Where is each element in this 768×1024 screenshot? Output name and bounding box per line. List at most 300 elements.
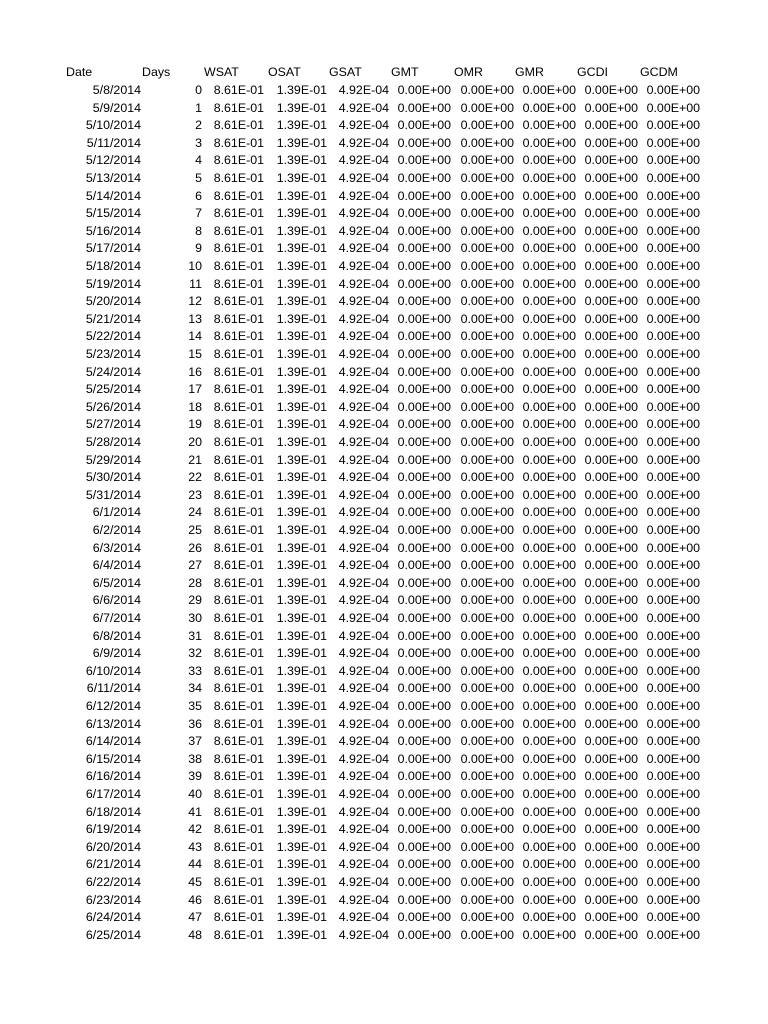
- cell-gcdm: 0.00E+00: [646, 135, 700, 150]
- cell-gcdi: 0.00E+00: [584, 188, 638, 203]
- cell-osat: 1.39E-01: [276, 558, 327, 573]
- cell-days: 38: [188, 751, 202, 766]
- cell-gmt: 0.00E+00: [397, 83, 451, 97]
- cell-gmt: 0.00E+00: [397, 452, 451, 467]
- cell-date: 6/23/2014: [85, 892, 141, 907]
- cell-days: 21: [188, 452, 202, 467]
- cell-gmt: 0.00E+00: [397, 259, 451, 273]
- cell-gsat: 4.92E-04: [338, 382, 389, 397]
- cell-wsat: 8.61E-01: [213, 751, 264, 766]
- cell-gmr: 0.00E+00: [522, 399, 576, 414]
- cell-wsat: 8.61E-01: [213, 100, 264, 115]
- cell-gmr: 0.00E+00: [522, 241, 576, 256]
- cell-gmt: 0.00E+00: [397, 347, 451, 361]
- cell-gcdm: 0.00E+00: [646, 452, 700, 467]
- cell-omr: 0.00E+00: [460, 751, 514, 766]
- cell-wsat: 8.61E-01: [213, 452, 264, 467]
- cell-gsat: 4.92E-04: [338, 188, 389, 203]
- cell-date: 6/8/2014: [92, 628, 141, 643]
- cell-gmr: 0.00E+00: [522, 787, 576, 801]
- cell-gmr: 0.00E+00: [522, 135, 576, 150]
- cell-omr: 0.00E+00: [460, 171, 514, 185]
- cell-date: 5/25/2014: [85, 382, 141, 397]
- cell-osat: 1.39E-01: [276, 663, 327, 678]
- cell-gcdm: 0.00E+00: [646, 188, 700, 203]
- cell-gmt: 0.00E+00: [397, 787, 451, 801]
- cell-date: 6/12/2014: [85, 699, 141, 713]
- cell-gmt: 0.00E+00: [397, 505, 451, 520]
- cell-omr: 0.00E+00: [460, 435, 514, 449]
- cell-date: 5/16/2014: [85, 223, 141, 238]
- cell-gmt: 0.00E+00: [397, 135, 451, 150]
- cell-osat: 1.39E-01: [276, 927, 327, 942]
- cell-gcdi: 0.00E+00: [584, 699, 638, 713]
- cell-gsat: 4.92E-04: [338, 347, 389, 361]
- cell-gcdi: 0.00E+00: [584, 452, 638, 467]
- cell-gmr: 0.00E+00: [522, 575, 576, 590]
- cell-gcdi: 0.00E+00: [584, 611, 638, 625]
- cell-gcdm: 0.00E+00: [646, 171, 700, 185]
- cell-days: 16: [188, 364, 202, 379]
- cell-gmr: 0.00E+00: [522, 663, 576, 678]
- cell-gmt: 0.00E+00: [397, 470, 451, 485]
- cell-wsat: 8.61E-01: [213, 575, 264, 590]
- cell-gcdi: 0.00E+00: [584, 875, 638, 889]
- cell-gcdi: 0.00E+00: [584, 646, 638, 661]
- cell-omr: 0.00E+00: [460, 663, 514, 678]
- cell-gmr: 0.00E+00: [522, 875, 576, 889]
- cell-days: 2: [195, 118, 202, 133]
- cell-gcdi: 0.00E+00: [584, 681, 638, 696]
- header-date: Date: [66, 65, 93, 79]
- cell-wsat: 8.61E-01: [213, 329, 264, 344]
- cell-osat: 1.39E-01: [276, 206, 327, 221]
- cell-omr: 0.00E+00: [460, 734, 514, 749]
- cell-gcdi: 0.00E+00: [584, 206, 638, 221]
- cell-omr: 0.00E+00: [460, 575, 514, 590]
- cell-gcdi: 0.00E+00: [584, 241, 638, 256]
- cell-gmr: 0.00E+00: [522, 699, 576, 713]
- cell-days: 29: [188, 593, 202, 608]
- cell-gcdi: 0.00E+00: [584, 399, 638, 414]
- cell-gsat: 4.92E-04: [338, 523, 389, 537]
- cell-gmr: 0.00E+00: [522, 822, 576, 837]
- cell-days: 4: [195, 153, 202, 168]
- cell-gmr: 0.00E+00: [522, 628, 576, 643]
- cell-gsat: 4.92E-04: [338, 294, 389, 309]
- cell-osat: 1.39E-01: [276, 787, 327, 801]
- cell-gmt: 0.00E+00: [397, 769, 451, 784]
- cell-gmt: 0.00E+00: [397, 329, 451, 344]
- cell-gcdm: 0.00E+00: [646, 857, 700, 872]
- cell-days: 3: [195, 135, 202, 150]
- cell-gcdm: 0.00E+00: [646, 470, 700, 485]
- cell-gsat: 4.92E-04: [338, 417, 389, 432]
- cell-days: 1: [195, 100, 202, 115]
- cell-gmt: 0.00E+00: [397, 927, 451, 942]
- cell-gcdm: 0.00E+00: [646, 153, 700, 168]
- cell-gcdm: 0.00E+00: [646, 646, 700, 661]
- cell-gmt: 0.00E+00: [397, 399, 451, 414]
- cell-days: 34: [188, 681, 202, 696]
- cell-osat: 1.39E-01: [276, 734, 327, 749]
- cell-days: 27: [188, 558, 202, 573]
- cell-date: 6/15/2014: [85, 751, 141, 766]
- cell-gcdm: 0.00E+00: [646, 751, 700, 766]
- cell-gmr: 0.00E+00: [522, 329, 576, 344]
- cell-gmt: 0.00E+00: [397, 558, 451, 573]
- cell-gsat: 4.92E-04: [338, 927, 389, 942]
- cell-gcdi: 0.00E+00: [584, 751, 638, 766]
- cell-gsat: 4.92E-04: [338, 206, 389, 221]
- cell-gsat: 4.92E-04: [338, 716, 389, 731]
- cell-osat: 1.39E-01: [276, 611, 327, 625]
- cell-omr: 0.00E+00: [460, 646, 514, 661]
- cell-days: 11: [189, 276, 202, 291]
- header-omr: OMR: [454, 65, 483, 79]
- cell-wsat: 8.61E-01: [213, 787, 264, 801]
- cell-omr: 0.00E+00: [460, 399, 514, 414]
- cell-gmt: 0.00E+00: [397, 364, 451, 379]
- cell-gcdm: 0.00E+00: [646, 681, 700, 696]
- cell-date: 5/18/2014: [85, 259, 141, 273]
- cell-wsat: 8.61E-01: [213, 804, 264, 819]
- cell-days: 37: [188, 734, 202, 749]
- cell-omr: 0.00E+00: [460, 839, 514, 854]
- cell-gsat: 4.92E-04: [338, 646, 389, 661]
- cell-gcdm: 0.00E+00: [646, 399, 700, 414]
- cell-days: 0: [195, 83, 202, 97]
- cell-gmt: 0.00E+00: [397, 804, 451, 819]
- cell-gcdi: 0.00E+00: [584, 276, 638, 291]
- cell-gcdi: 0.00E+00: [584, 716, 638, 731]
- cell-gmr: 0.00E+00: [522, 593, 576, 608]
- cell-wsat: 8.61E-01: [213, 646, 264, 661]
- cell-wsat: 8.61E-01: [213, 135, 264, 150]
- cell-date: 5/15/2014: [85, 206, 141, 221]
- cell-gmr: 0.00E+00: [522, 611, 576, 625]
- cell-gcdm: 0.00E+00: [646, 540, 700, 555]
- header-osat: OSAT: [268, 65, 301, 79]
- cell-gcdm: 0.00E+00: [646, 294, 700, 309]
- cell-date: 5/11/2014: [86, 135, 141, 150]
- cell-gmt: 0.00E+00: [397, 910, 451, 925]
- cell-gmr: 0.00E+00: [522, 364, 576, 379]
- cell-osat: 1.39E-01: [276, 135, 327, 150]
- cell-gmt: 0.00E+00: [397, 435, 451, 449]
- cell-gcdi: 0.00E+00: [584, 804, 638, 819]
- cell-omr: 0.00E+00: [460, 223, 514, 238]
- cell-wsat: 8.61E-01: [213, 822, 264, 837]
- cell-omr: 0.00E+00: [460, 470, 514, 485]
- cell-gsat: 4.92E-04: [338, 611, 389, 625]
- cell-gmr: 0.00E+00: [522, 927, 576, 942]
- cell-gsat: 4.92E-04: [338, 540, 389, 555]
- cell-gcdm: 0.00E+00: [646, 523, 700, 537]
- cell-days: 28: [188, 575, 202, 590]
- cell-gcdm: 0.00E+00: [646, 804, 700, 819]
- cell-wsat: 8.61E-01: [213, 171, 264, 185]
- cell-omr: 0.00E+00: [460, 892, 514, 907]
- cell-date: 6/4/2014: [92, 558, 141, 573]
- cell-gsat: 4.92E-04: [338, 787, 389, 801]
- cell-gcdi: 0.00E+00: [584, 435, 638, 449]
- cell-gmr: 0.00E+00: [522, 857, 576, 872]
- cell-date: 5/30/2014: [85, 470, 141, 485]
- cell-date: 6/17/2014: [85, 787, 141, 801]
- cell-date: 5/19/2014: [85, 276, 141, 291]
- cell-gsat: 4.92E-04: [338, 822, 389, 837]
- cell-gcdi: 0.00E+00: [584, 364, 638, 379]
- cell-gmt: 0.00E+00: [397, 523, 451, 537]
- cell-gmt: 0.00E+00: [397, 663, 451, 678]
- cell-wsat: 8.61E-01: [213, 927, 264, 942]
- cell-wsat: 8.61E-01: [213, 839, 264, 854]
- cell-osat: 1.39E-01: [276, 153, 327, 168]
- cell-gmr: 0.00E+00: [522, 452, 576, 467]
- cell-date: 6/21/2014: [85, 857, 141, 872]
- cell-gsat: 4.92E-04: [338, 276, 389, 291]
- cell-osat: 1.39E-01: [276, 118, 327, 133]
- cell-gcdm: 0.00E+00: [646, 716, 700, 731]
- cell-wsat: 8.61E-01: [213, 628, 264, 643]
- cell-gsat: 4.92E-04: [338, 118, 389, 133]
- cell-days: 9: [195, 241, 202, 256]
- cell-gcdi: 0.00E+00: [584, 857, 638, 872]
- cell-gsat: 4.92E-04: [338, 769, 389, 784]
- cell-gcdi: 0.00E+00: [584, 822, 638, 837]
- cell-wsat: 8.61E-01: [213, 188, 264, 203]
- cell-gmr: 0.00E+00: [522, 716, 576, 731]
- cell-gsat: 4.92E-04: [338, 558, 389, 573]
- cell-gmr: 0.00E+00: [522, 435, 576, 449]
- cell-gsat: 4.92E-04: [338, 399, 389, 414]
- cell-date: 5/24/2014: [85, 364, 141, 379]
- cell-gmr: 0.00E+00: [522, 153, 576, 168]
- cell-gmt: 0.00E+00: [397, 276, 451, 291]
- cell-gcdi: 0.00E+00: [584, 470, 638, 485]
- cell-gsat: 4.92E-04: [338, 100, 389, 115]
- cell-date: 5/31/2014: [85, 487, 141, 502]
- cell-gcdm: 0.00E+00: [646, 628, 700, 643]
- cell-osat: 1.39E-01: [276, 417, 327, 432]
- cell-date: 5/26/2014: [85, 399, 141, 414]
- cell-date: 5/8/2014: [92, 83, 141, 97]
- cell-date: 5/17/2014: [85, 241, 141, 256]
- cell-days: 35: [188, 699, 202, 713]
- cell-osat: 1.39E-01: [276, 294, 327, 309]
- cell-osat: 1.39E-01: [276, 857, 327, 872]
- cell-gcdm: 0.00E+00: [646, 206, 700, 221]
- cell-wsat: 8.61E-01: [213, 716, 264, 731]
- cell-gmr: 0.00E+00: [522, 910, 576, 925]
- header-gsat: GSAT: [329, 65, 362, 79]
- cell-gmt: 0.00E+00: [397, 575, 451, 590]
- cell-osat: 1.39E-01: [276, 646, 327, 661]
- cell-gmr: 0.00E+00: [522, 259, 576, 273]
- cell-osat: 1.39E-01: [276, 347, 327, 361]
- cell-osat: 1.39E-01: [276, 910, 327, 925]
- cell-omr: 0.00E+00: [460, 311, 514, 326]
- cell-omr: 0.00E+00: [460, 487, 514, 502]
- cell-omr: 0.00E+00: [460, 241, 514, 256]
- cell-days: 46: [188, 892, 202, 907]
- cell-gcdm: 0.00E+00: [646, 875, 700, 889]
- cell-gcdi: 0.00E+00: [584, 487, 638, 502]
- cell-gmt: 0.00E+00: [397, 751, 451, 766]
- cell-osat: 1.39E-01: [276, 487, 327, 502]
- cell-date: 6/14/2014: [85, 734, 141, 749]
- cell-gsat: 4.92E-04: [338, 487, 389, 502]
- cell-omr: 0.00E+00: [460, 558, 514, 573]
- cell-gsat: 4.92E-04: [338, 699, 389, 713]
- cell-gcdm: 0.00E+00: [646, 910, 700, 925]
- cell-gcdm: 0.00E+00: [646, 100, 700, 115]
- cell-gmr: 0.00E+00: [522, 417, 576, 432]
- cell-date: 6/7/2014: [92, 611, 141, 625]
- cell-osat: 1.39E-01: [276, 311, 327, 326]
- cell-omr: 0.00E+00: [460, 681, 514, 696]
- cell-gmt: 0.00E+00: [397, 382, 451, 397]
- cell-gcdi: 0.00E+00: [584, 540, 638, 555]
- cell-omr: 0.00E+00: [460, 452, 514, 467]
- cell-gcdm: 0.00E+00: [646, 311, 700, 326]
- cell-osat: 1.39E-01: [276, 716, 327, 731]
- cell-gmt: 0.00E+00: [397, 100, 451, 115]
- cell-gcdm: 0.00E+00: [646, 892, 700, 907]
- cell-gmr: 0.00E+00: [522, 118, 576, 133]
- cell-wsat: 8.61E-01: [213, 699, 264, 713]
- cell-gsat: 4.92E-04: [338, 593, 389, 608]
- cell-gsat: 4.92E-04: [338, 575, 389, 590]
- cell-date: 6/2/2014: [92, 523, 141, 537]
- cell-gsat: 4.92E-04: [338, 153, 389, 168]
- cell-date: 5/13/2014: [85, 171, 141, 185]
- cell-gmr: 0.00E+00: [522, 751, 576, 766]
- cell-days: 26: [188, 540, 202, 555]
- cell-omr: 0.00E+00: [460, 364, 514, 379]
- cell-gcdm: 0.00E+00: [646, 223, 700, 238]
- cell-gsat: 4.92E-04: [338, 628, 389, 643]
- cell-days: 18: [188, 399, 202, 414]
- cell-wsat: 8.61E-01: [213, 364, 264, 379]
- cell-days: 17: [188, 382, 202, 397]
- cell-date: 5/28/2014: [85, 435, 141, 449]
- cell-osat: 1.39E-01: [276, 822, 327, 837]
- cell-wsat: 8.61E-01: [213, 223, 264, 238]
- cell-date: 6/19/2014: [85, 822, 141, 837]
- cell-gmr: 0.00E+00: [522, 206, 576, 221]
- cell-days: 7: [195, 206, 202, 221]
- cell-days: 44: [188, 857, 202, 872]
- cell-date: 6/9/2014: [92, 646, 141, 661]
- cell-days: 5: [195, 171, 202, 185]
- cell-wsat: 8.61E-01: [213, 153, 264, 168]
- cell-gcdi: 0.00E+00: [584, 734, 638, 749]
- cell-days: 36: [188, 716, 202, 731]
- cell-gcdi: 0.00E+00: [584, 839, 638, 854]
- cell-gmt: 0.00E+00: [397, 716, 451, 731]
- cell-gmr: 0.00E+00: [522, 804, 576, 819]
- cell-gmt: 0.00E+00: [397, 611, 451, 625]
- cell-gmr: 0.00E+00: [522, 681, 576, 696]
- cell-gsat: 4.92E-04: [338, 135, 389, 150]
- cell-osat: 1.39E-01: [276, 804, 327, 819]
- cell-gmr: 0.00E+00: [522, 276, 576, 291]
- cell-gsat: 4.92E-04: [338, 364, 389, 379]
- cell-gcdm: 0.00E+00: [646, 593, 700, 608]
- cell-gmr: 0.00E+00: [522, 188, 576, 203]
- cell-gmr: 0.00E+00: [522, 769, 576, 784]
- cell-osat: 1.39E-01: [276, 364, 327, 379]
- cell-gmr: 0.00E+00: [522, 382, 576, 397]
- cell-date: 6/24/2014: [85, 910, 141, 925]
- cell-gcdm: 0.00E+00: [646, 505, 700, 520]
- cell-omr: 0.00E+00: [460, 505, 514, 520]
- cell-gcdi: 0.00E+00: [584, 523, 638, 537]
- cell-osat: 1.39E-01: [276, 470, 327, 485]
- cell-gcdm: 0.00E+00: [646, 329, 700, 344]
- cell-gmt: 0.00E+00: [397, 417, 451, 432]
- cell-gmr: 0.00E+00: [522, 505, 576, 520]
- cell-gsat: 4.92E-04: [338, 452, 389, 467]
- cell-days: 43: [188, 839, 202, 854]
- cell-gmr: 0.00E+00: [522, 311, 576, 326]
- cell-date: 6/13/2014: [85, 716, 141, 731]
- cell-osat: 1.39E-01: [276, 628, 327, 643]
- cell-gcdi: 0.00E+00: [584, 910, 638, 925]
- cell-gcdm: 0.00E+00: [646, 83, 700, 97]
- cell-days: 31: [188, 628, 202, 643]
- cell-osat: 1.39E-01: [276, 681, 327, 696]
- cell-gsat: 4.92E-04: [338, 857, 389, 872]
- cell-gmr: 0.00E+00: [522, 646, 576, 661]
- cell-gmt: 0.00E+00: [397, 822, 451, 837]
- cell-osat: 1.39E-01: [276, 399, 327, 414]
- cell-omr: 0.00E+00: [460, 822, 514, 837]
- cell-wsat: 8.61E-01: [213, 611, 264, 625]
- cell-omr: 0.00E+00: [460, 787, 514, 801]
- cell-gcdm: 0.00E+00: [646, 611, 700, 625]
- cell-wsat: 8.61E-01: [213, 540, 264, 555]
- cell-gsat: 4.92E-04: [338, 83, 389, 97]
- cell-gmr: 0.00E+00: [522, 83, 576, 97]
- cell-wsat: 8.61E-01: [213, 83, 264, 97]
- cell-gcdi: 0.00E+00: [584, 593, 638, 608]
- cell-gcdi: 0.00E+00: [584, 787, 638, 801]
- cell-gsat: 4.92E-04: [338, 241, 389, 256]
- cell-gsat: 4.92E-04: [338, 892, 389, 907]
- cell-days: 13: [188, 311, 202, 326]
- cell-wsat: 8.61E-01: [213, 558, 264, 573]
- cell-gmt: 0.00E+00: [397, 223, 451, 238]
- cell-gmt: 0.00E+00: [397, 540, 451, 555]
- cell-wsat: 8.61E-01: [213, 470, 264, 485]
- cell-gsat: 4.92E-04: [338, 329, 389, 344]
- cell-gcdi: 0.00E+00: [584, 135, 638, 150]
- cell-gmr: 0.00E+00: [522, 487, 576, 502]
- cell-wsat: 8.61E-01: [213, 417, 264, 432]
- cell-wsat: 8.61E-01: [213, 118, 264, 133]
- cell-gcdm: 0.00E+00: [646, 699, 700, 713]
- cell-gmt: 0.00E+00: [397, 206, 451, 221]
- cell-days: 30: [188, 611, 202, 625]
- cell-gcdi: 0.00E+00: [584, 769, 638, 784]
- cell-gcdm: 0.00E+00: [646, 118, 700, 133]
- cell-gcdm: 0.00E+00: [646, 575, 700, 590]
- cell-wsat: 8.61E-01: [213, 399, 264, 414]
- cell-wsat: 8.61E-01: [213, 347, 264, 361]
